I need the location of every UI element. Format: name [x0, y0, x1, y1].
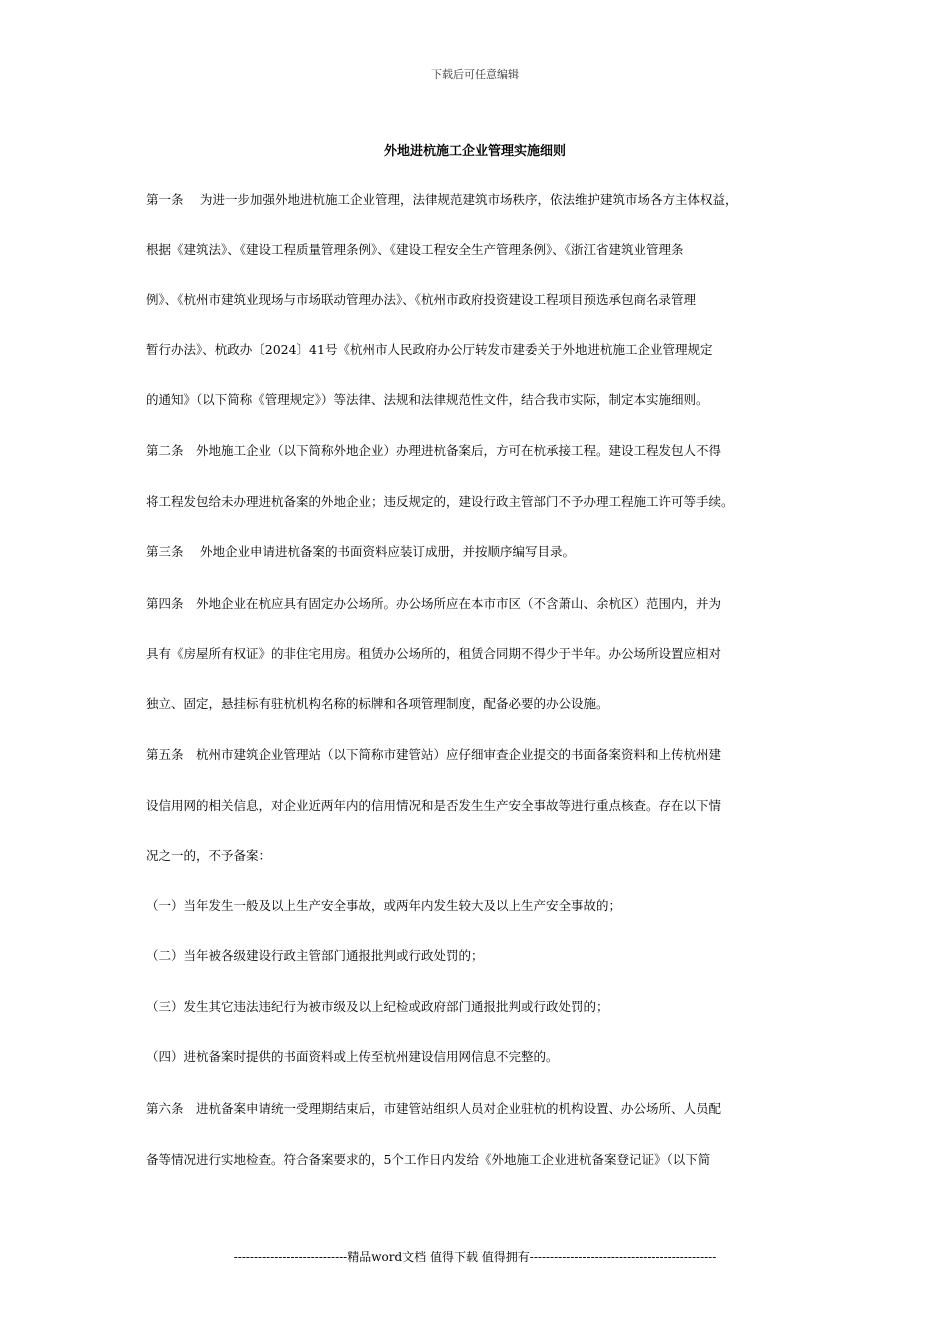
header-note: 下载后可任意编辑 [431, 68, 519, 81]
text-line: 独立、固定，悬挂标有驻杭机构名称的标牌和各项管理制度，配备必要的办公设施。 [146, 696, 609, 711]
text-line: （二）当年被各级建设行政主管部门通报批判或行政处罚的； [146, 948, 484, 963]
document-title: 外地进杭施工企业管理实施细则 [383, 144, 566, 159]
text-line: 的通知》（以下简称《管理规定》）等法律、法规和法律规范性文件，结合我市实际，制定本实施细则。 [146, 392, 709, 407]
text-line: 设信用网的相关信息，对企业近两年内的信用情况和是否发生生产安全事故等进行重点核查。存在以下情 [146, 798, 722, 813]
text-line: 况之一的，不予备案： [146, 848, 272, 863]
text-line: 第四条 外地企业在杭应具有固定办公场所。办公场所应在本市市区（不含萧山、余杭区）范围内，并为 [146, 596, 722, 611]
text-line: 备等情况进行实地检查。符合备案要求的，5个工作日内发给《外地施工企业进杭备案登记证》（以下简 [146, 1152, 711, 1167]
text-line: 第五条 杭州市建筑企业管理站（以下简称市建管站）应仔细审查企业提交的书面备案资料和上传杭州建 [146, 747, 722, 762]
text-line: 第二条 外地施工企业（以下简称外地企业）办理进杭备案后，方可在杭承接工程。建设工程发包人不得 [146, 443, 722, 458]
text-line: 根据《建筑法》、《建设工程质量管理条例》、《建设工程安全生产管理条例》、《浙江省建筑业管理条 [146, 242, 684, 257]
text-line: 第六条 进杭备案申请统一受理期结束后，市建管站组织人员对企业驻杭的机构设置、办公场所、人员配 [146, 1101, 722, 1116]
text-line: 暂行办法》、杭政办〔2024〕41号《杭州市人民政府办公厅转发市建委关于外地进杭施工企业管理规定 [146, 342, 713, 357]
text-line: 第三条 外地企业申请进杭备案的书面资料应装订成册，并按顺序编写目录。 [146, 544, 575, 559]
text-line: 例》、《杭州市建筑业现场与市场联动管理办法》、《杭州市政府投资建设工程项目预选承包商名录管理 [146, 292, 697, 307]
text-line: 具有《房屋所有权证》的非住宅用房。租赁办公场所的，租赁合同期不得少于半年。办公场所设置应相对 [146, 646, 722, 661]
text-line: （一）当年发生一般及以上生产安全事故，或两年内发生较大及以上生产安全事故的； [146, 898, 622, 913]
text-line: 将工程发包给未办理进杭备案的外地企业；违反规定的，建设行政主管部门不予办理工程施工许可等手续。 [146, 494, 734, 509]
footer-note: ----------------------------精品word文档 值得下载 值得拥有---------------------------------------------- [233, 1250, 717, 1264]
text-line: （三）发生其它违法违纪行为被市级及以上纪检或政府部门通报批判或行政处罚的； [146, 999, 609, 1014]
text-line: （四）进杭备案时提供的书面资料或上传至杭州建设信用网信息不完整的。 [146, 1049, 559, 1064]
text-line: 第一条 为进一步加强外地进杭施工企业管理，法律规范建筑市场秩序，依法维护建筑市场各方主体权益， [146, 192, 738, 207]
